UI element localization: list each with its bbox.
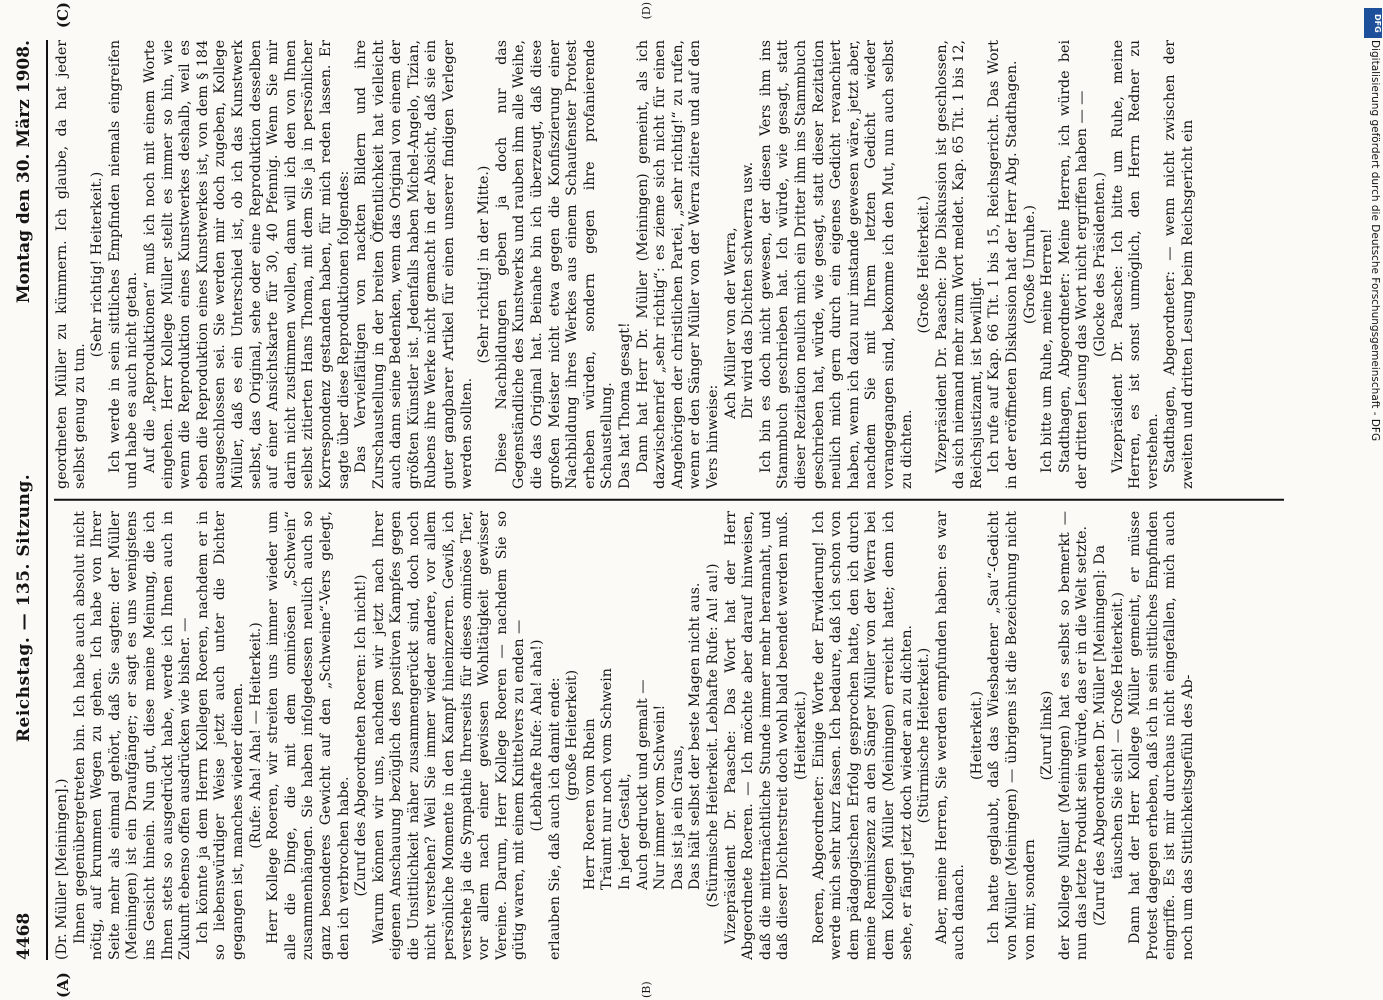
paragraph: Ihnen gegenübergetreten bin. Ich habe auch absolut nicht nötig, auf krummen Wegen zu gehen. Ich habe von Ihrer Seite mehr als einmal gehört, daß Sie sagten: der Müller (Meiningen) ist ein Draufgänger; er sagt es uns wenigstens ins Gesicht hinein. Nun gut, diese meine Meinung, die ich Ihnen stets so ausgedrückt habe, werde ich Ihnen auch in Zukunft ebenso offen ausdrücken wie bisher. — xyxy=(71,511,194,960)
margin-mark-a: (A) xyxy=(54,972,72,998)
page-number: 4468 xyxy=(14,912,34,960)
interjection: (Heiterkeit.) xyxy=(792,691,809,780)
paragraph: Herr Kollege Roeren, wir streiten uns immer wieder um alle die Dinge, die mit dem ominösen „Schwein“ zusammenhängen. Sie haben infolgedessen neulich auch so ganz besonderes Gewicht auf den „Schweine“-Vers gelegt, den ich verbrochen habe. xyxy=(265,511,352,960)
paragraph: Stadthagen, Abgeordneter: Meine Herren, ich würde bei der dritten Lesung das Wort nicht ergriffen haben — — xyxy=(1056,40,1091,489)
paragraph: Vizepräsident Dr. Paasche: Das Wort hat der Herr Abgeordnete Roeren. — Ich möchte aber darauf hinweisen, daß die mitternächtliche Stunde immer mehr herannaht, und daß dieser Dichterstreit doch wohl bald beendet werden muß. xyxy=(722,511,792,960)
interjection: (Stürmische Heiterkeit.) xyxy=(916,647,933,824)
dfg-logo: DFG xyxy=(1364,8,1382,38)
interjection: (Lebhafte Rufe: Aha! aha!) xyxy=(529,639,546,832)
paragraph: Ich bitte um Ruhe, meine Herren! xyxy=(1039,228,1056,473)
digitization-notice: Digitalisierung gefördert durch die Deutsche Forschungsgemeinschaft - DFG xyxy=(1369,40,1381,442)
poem-line: In jeder Gestalt, xyxy=(617,773,633,890)
right-column xyxy=(54,40,1284,489)
session-title: Reichstag. — 135. Sitzung. xyxy=(14,473,34,743)
paragraph: Vizepräsident Dr. Paasche: Ich bitte um Ruhe, meine Herren, es ist sonst unmöglich, den Herrn Redner zu verstehen. xyxy=(1109,40,1161,489)
poem-line: Träumt nur noch vom Schwein xyxy=(599,668,616,890)
interjection: (Große Heiterkeit.) xyxy=(916,195,933,334)
margin-mark-c: (C) xyxy=(54,2,72,29)
paragraph: der Kollege Müller (Meiningen) hat es selbst so bemerkt — nun das letzte Produkt sein würde, das er in die Welt setzte. xyxy=(1056,511,1091,960)
interjection: (Zuruf des Abgeordneten Roeren: Ich nicht!) xyxy=(353,574,370,897)
interjection: (Zuruf links) xyxy=(1039,690,1056,781)
page-header xyxy=(14,40,48,960)
session-date: Montag den 30. März 1908. xyxy=(14,40,34,304)
text-columns xyxy=(54,40,1284,960)
paragraph: Ich werde in sein sittliches Empfinden niemals eingreifen und habe es auch nicht getan. xyxy=(106,40,141,489)
paragraph: Diese Nachbildungen geben ja doch nur das Gegenständliche des Kunstwerks und rauben ihm alle Weihe, die das Original hat. Beinahe bin ich überzeugt, daß diese großen Meister nicht etwa gegen die Konfiszierung einer Nachbildung ihres Werkes aus einem Schaufenster Protest erheben würden, sondern gegen ihre profanierende Schaustellung. xyxy=(493,40,616,489)
paragraph: Dann hat der Herr Kollege Müller gemeint, er müsse Protest dagegen erheben, daß ich in sein sittliches Empfinden eingriffe. Es ist mir durchaus nicht eingefallen, mich auch noch um das Sittlichkeitsgefühl des Ab- xyxy=(1127,511,1196,960)
paragraph: Auf die „Reproduktionen“ muß ich noch mit einem Worte eingehen. Herr Kollege Müller stellt es immer so hin, wie wenn die Reproduktion eines Kunstwerkes deshalb, weil es eben die Reproduktion eines Kunstwerkes ist, von dem § 184 ausgeschlossen sei. Sie werden mir doch zugeben, Kollege Müller, daß es ein Unterschied ist, ob ich das Kunstwerk selbst, das Original, sehe oder eine Reproduktion desselben auf einer Ansichtskarte für 30, 40 Pfennig. Wenn Sie mir darin nicht zustimmen wollen, dann will ich den von Ihnen selbst zitierten Hans Thoma, mit dem Sie ja in persönlicher Korrespondenz gestanden haben, für mich reden lassen. Er sagte über diese Reproduktionen folgendes: xyxy=(141,40,352,489)
poem-line: Herr Roeren vom Rhein xyxy=(581,718,598,890)
poem-line: Ach Müller von der Werra, xyxy=(722,227,739,419)
paragraph: Stadthagen, Abgeordneter: — wenn nicht zwischen der zweiten und dritten Lesung beim Reichsgericht ein xyxy=(1162,40,1196,489)
column-divider xyxy=(54,499,1284,501)
margin-mark-d: (D) xyxy=(640,2,653,20)
poem-line: Das ist ja ein Graus, xyxy=(669,744,686,890)
poem-line: Dir wird das Dichten schwerra usw. xyxy=(740,161,757,419)
interjection: (Glocke des Präsidenten.) xyxy=(1092,171,1109,358)
margin-mark-b: (B) xyxy=(640,981,653,998)
paragraph: Ich könnte ja dem Herrn Kollegen Roeren, nachdem er in so liebenswürdiger Weise jetzt auch unter die Dichter gegangen ist, manches wieder dienen. xyxy=(194,511,246,960)
interjection: (Große Unruhe.) xyxy=(1021,204,1038,325)
paragraph: Warum können wir uns, nachdem wir jetzt nach Ihrer eigenen Anschauung bezüglich des positiven Kampfes gegen die Unsittlichkeit näher zusammengerückt sind, doch noch nicht verstehen? Weil Sie immer wieder andere, vor allem persönliche Momente in den Kampf hineinzerren. Gewiß, ich verstehe ja die Sympathie Ihrerseits für dieses ominöse Tier, vor allem nach einer gewissen Wohltätigkeit gewisser Vereine. Darum, Herr Kollege Roeren — nachdem Sie so gütig waren, mit einem Knittelvers zu enden — xyxy=(370,511,528,960)
paragraph: geordneten Müller zu kümmern. Ich glaube, da hat jeder selbst genug zu tun. xyxy=(54,40,88,489)
interjection: (Stürmische Heiterkeit. Lebhafte Rufe: Au! au!) xyxy=(704,563,721,908)
poem-block xyxy=(582,511,705,960)
poem-line: Nur immer vom Schwein! xyxy=(652,704,669,890)
interjection: (Rufe: Aha! Aha! — Heiterkeit.) xyxy=(247,622,264,849)
paragraph: (Dr. Müller [Meiningen].) xyxy=(54,778,70,960)
interjection: (große Heiterkeit) xyxy=(564,669,581,802)
paragraph: Vizepräsident Dr. Paasche: Die Diskussion ist geschlossen, da sich niemand mehr zum Wort meldet. Kap. 65 Tit. 1 bis 12, Reichsjustizamt, ist bewilligt. xyxy=(933,40,985,489)
paragraph: Ich bin es doch nicht gewesen, der diesen Vers ihm ins Stammbuch geschrieben hat. Ich würde, wie gesagt, statt dieser Rezitation neulich mich ein Dritter ihm ins Stammbuch geschrieben hat, würde, wie gesagt, statt dieser Rezitation neulich mich gern durch ein eigenes Gedicht revanchiert haben, wenn ich dazu nur imstande gewesen wäre, jetzt aber, nachdem Sie mit Ihrem letzten Gedicht wieder vorangegangen sind, bekomme ich den Mut, nun auch selbst zu dichten. xyxy=(757,40,915,489)
paragraph: Roeren, Abgeordneter: Einige Worte der Erwiderung! Ich werde mich sehr kurz fassen. Ich bedaure, daß ich schon von dem pädagogischen Erfolg gesprochen hatte, den ich durch meine Reminiszenz an den Sänger Müller von der Werra bei dem Kollegen Müller (Meiningen) erreicht hatte; denn ich sehe, er fängt jetzt doch wieder an zu dichten. xyxy=(810,511,915,960)
paragraph: Ich rufe auf Kap. 66 Tit. 1 bis 15, Reichsgericht. Das Wort in der eröffneten Diskussion hat der Herr Abg. Stadthagen. xyxy=(986,40,1021,489)
interjection: (Sehr richtig! Heiterkeit.) xyxy=(89,171,106,358)
paragraph: Aber, meine Herren, Sie werden empfunden haben: es war auch danach. xyxy=(933,511,968,960)
interjection: (Heiterkeit.) xyxy=(968,691,985,780)
poem-line: Auch gedruckt und gemalt — xyxy=(634,679,651,890)
paragraph: erlauben Sie, daß auch ich damit ende: xyxy=(546,677,563,960)
poem-line: Das hält selbst der beste Magen nicht aus. xyxy=(687,582,704,890)
paragraph: Ich hatte geglaubt, daß das Wiesbadener „Sau“-Gedicht von Müller (Meiningen) — übrigens ist die Bezeichnung nicht von mir, sondern xyxy=(986,511,1038,960)
poem-block xyxy=(723,40,758,489)
paragraph: Dann hat Herr Dr. Müller (Meiningen) gemeint, als ich dazwischenrief „sehr richtig“: es zieme sich nicht für einen Angehörigen der christlichen Partei, „sehr richtig!“ zu rufen, wenn er den Sänger Müller von der Werra zitiere und auf den Vers hinweise: xyxy=(634,40,721,489)
left-column xyxy=(54,511,1284,960)
paragraph: Das hat Thoma gesagt! xyxy=(617,322,633,489)
interjection: (Zuruf des Abgeordneten Dr. Müller [Meiningen]: Da täuschen Sie sich! — Große Heiterkeit.) xyxy=(1092,544,1126,927)
paragraph: Das Vervielfältigen von nackten Bildern und ihre Zurschaustellung in der breiten Öffentlichkeit hat vielleicht auch dann seine Bedenken, wenn das Original von einem der größten Künstler ist. Jedenfalls haben Michel-Angelo, Tizian, Rubens ihre Werke nicht gemacht in der Absicht, daß sie ein guter gangbarer Artikel für einen unserer findigen Verleger werden sollten. xyxy=(353,40,475,489)
interjection: (Sehr richtig! in der Mitte.) xyxy=(476,165,493,364)
